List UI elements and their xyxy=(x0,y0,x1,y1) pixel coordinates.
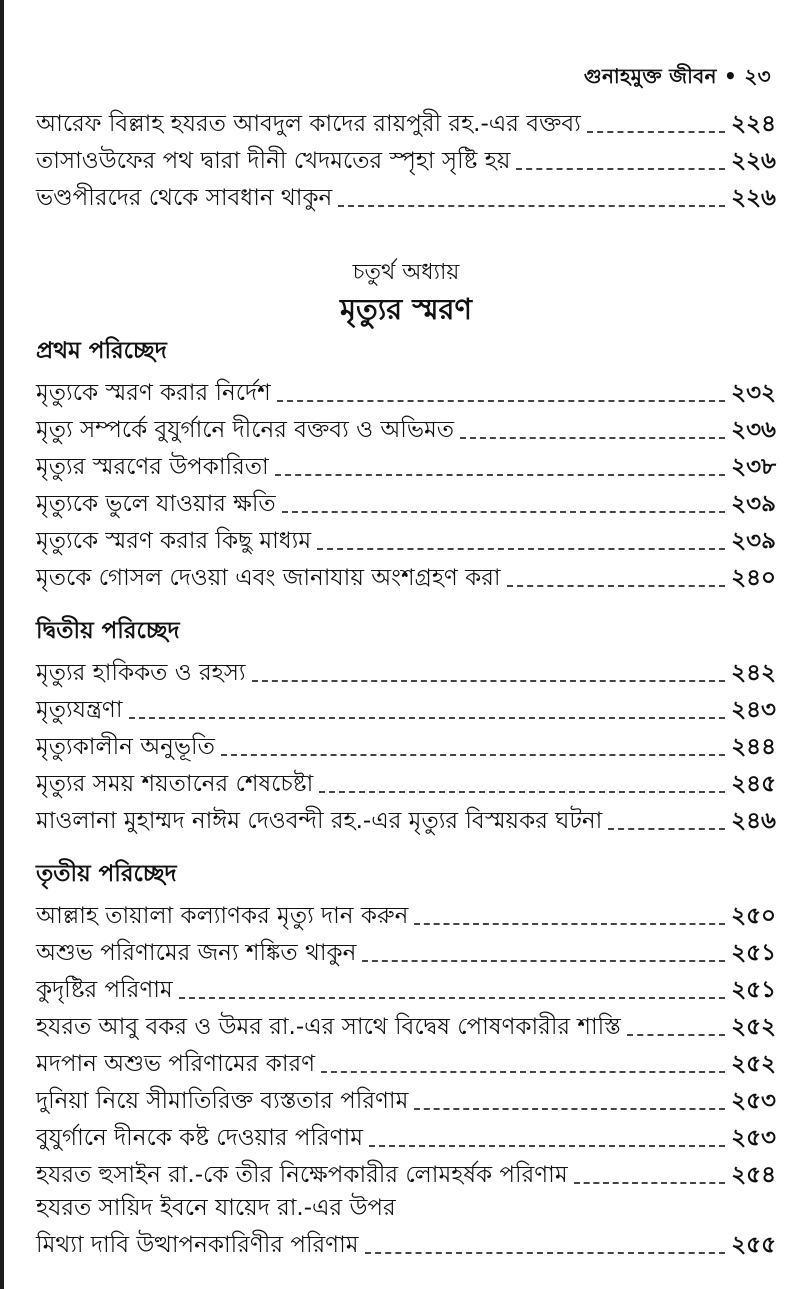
entry-page: ২৩৮ xyxy=(731,454,776,480)
dot-leader xyxy=(414,1108,725,1110)
dot-leader xyxy=(252,680,726,682)
dot-leader xyxy=(282,511,725,513)
entry-page: ২৪৫ xyxy=(731,771,776,797)
chapter-title: মৃত্যুর স্মরণ xyxy=(339,292,473,326)
toc-entry xyxy=(36,139,776,176)
section-heading: তৃতীয় পরিচ্ছেদ xyxy=(36,861,177,887)
toc-entry xyxy=(36,651,776,688)
toc-entry xyxy=(36,1005,776,1042)
entry-page: ২৫০ xyxy=(731,903,776,929)
dot-leader xyxy=(321,1071,725,1073)
entry-page: ২৩৬ xyxy=(731,417,776,443)
running-head: গুনাহমুক্ত জীবন • ২৩ xyxy=(583,64,771,88)
entry-title: মাওলানা মুহাম্মদ নাঈম দেওবন্দী রহ.-এর মৃত্যুর বিস্ময়কর ঘটনা xyxy=(36,808,603,834)
entry-title: মৃত্যুকে ভুলে যাওয়ার ক্ষতি xyxy=(36,491,276,517)
dot-leader xyxy=(574,1182,726,1184)
dot-leader xyxy=(362,960,725,962)
entry-page: ২৩৯ xyxy=(731,528,776,554)
toc-entry xyxy=(36,1116,776,1153)
dot-leader xyxy=(317,548,725,550)
page-edge-rule xyxy=(0,0,4,1289)
dot-leader xyxy=(369,1145,725,1147)
section-heading: দ্বিতীয় পরিচ্ছেদ xyxy=(36,618,180,644)
entry-page: ২৫১ xyxy=(731,940,776,966)
entry-page: ২৪০ xyxy=(731,565,776,591)
entry-title: মৃত্যুযন্ত্রণা xyxy=(36,697,123,723)
section-heading: প্রথম পরিচ্ছেদ xyxy=(36,338,167,364)
entry-title: মৃত্যুর হাকিকত ও রহস্য xyxy=(36,660,246,686)
toc-entry xyxy=(36,931,776,968)
toc-entry xyxy=(36,371,776,408)
entry-page: ২৪৩ xyxy=(731,697,776,723)
entry-page: ২৫৫ xyxy=(731,1232,776,1258)
toc-entry xyxy=(36,1042,776,1079)
entry-title: কুদৃষ্টির পরিণাম xyxy=(36,977,173,1003)
dot-leader xyxy=(129,717,726,719)
entry-page: ২৫৩ xyxy=(731,1125,776,1151)
entry-page: ২২৬ xyxy=(731,185,776,211)
toc-entry xyxy=(36,762,776,799)
dot-leader xyxy=(507,585,726,587)
entry-title: ভণ্ডপীরদের থেকে সাবধান থাকুন xyxy=(36,185,333,211)
entry-title: তাসাওউফের পথ দ্বারা দীনী খেদমতের স্পৃহা সৃষ্টি হয় xyxy=(36,148,511,174)
table-of-contents xyxy=(36,102,776,1260)
toc-entry xyxy=(36,1223,776,1260)
entry-page: ২৫২ xyxy=(731,1051,776,1077)
toc-entry xyxy=(36,408,776,445)
entry-page: ২৫৩ xyxy=(731,1088,776,1114)
toc-entry xyxy=(36,799,776,836)
dot-leader xyxy=(319,791,725,793)
entry-page: ২২৪ xyxy=(731,111,776,137)
section-third xyxy=(36,854,776,1260)
dot-leader xyxy=(608,828,725,830)
entry-page: ২৩২ xyxy=(731,380,776,406)
entry-title: মৃত্যু সম্পর্কে বুযুর্গানে দীনের বক্তব্য ও অভিমত xyxy=(36,417,454,443)
top-entries xyxy=(36,102,776,213)
dot-leader xyxy=(587,131,725,133)
entry-title: আরেফ বিল্লাহ হযরত আবদুল কাদের রায়পুরী রহ.-এর বক্তব্য xyxy=(36,111,581,137)
entry-title: বুযুর্গানে দীনকে কষ্ট দেওয়ার পরিণাম xyxy=(36,1125,364,1151)
toc-entry xyxy=(36,1153,776,1190)
dot-leader xyxy=(221,754,725,756)
toc-entry-first-line xyxy=(36,1190,776,1223)
section-second xyxy=(36,611,776,836)
section-first xyxy=(36,331,776,593)
entry-page: ২৪২ xyxy=(731,660,776,686)
entry-title: মৃত্যুর সময় শয়তানের শেষচেষ্টা xyxy=(36,771,314,797)
toc-entry xyxy=(36,102,776,139)
dot-leader xyxy=(275,474,725,476)
toc-entry xyxy=(36,482,776,519)
toc-entry xyxy=(36,176,776,213)
chapter-label: চতুর্থ অধ্যায় xyxy=(352,260,460,285)
toc-entry xyxy=(36,688,776,725)
dot-leader xyxy=(277,400,725,402)
entry-page: ২৫১ xyxy=(731,977,776,1003)
dot-leader xyxy=(516,168,725,170)
entry-page: ২৫৪ xyxy=(731,1162,776,1188)
dot-leader xyxy=(179,997,725,999)
toc-entry xyxy=(36,519,776,556)
entry-page: ২৪৪ xyxy=(731,734,776,760)
toc-entry xyxy=(36,725,776,762)
entry-page: ২৪৬ xyxy=(731,808,776,834)
toc-entry xyxy=(36,1079,776,1116)
dot-leader xyxy=(338,205,725,207)
section-gap xyxy=(36,593,776,611)
entry-title: দুনিয়া নিয়ে সীমাতিরিক্ত ব্যস্ততার পরিণাম xyxy=(36,1088,409,1114)
entry-title: মৃত্যুকালীন অনুভূতি xyxy=(36,734,215,760)
entry-page: ২৩৯ xyxy=(731,491,776,517)
entry-title: আল্লাহ তায়ালা কল্যাণকর মৃত্যু দান করুন xyxy=(36,903,409,929)
toc-entry xyxy=(36,968,776,1005)
toc-entry xyxy=(36,445,776,482)
entry-title: হযরত আবু বকর ও উমর রা.-এর সাথে বিদ্বেষ পোষণকারীর শাস্তি xyxy=(36,1014,621,1040)
toc-entry xyxy=(36,894,776,931)
entry-title: মৃতকে গোসল দেওয়া এবং জানাযায় অংশগ্রহণ করা xyxy=(36,565,501,591)
dot-leader xyxy=(365,1252,726,1254)
entry-title: মিথ্যা দাবি উত্থাপনকারিণীর পরিণাম xyxy=(36,1232,359,1258)
entry-page: ২৫২ xyxy=(731,1014,776,1040)
entry-title: অশুভ পরিণামের জন্য শঙ্কিত থাকুন xyxy=(36,940,357,966)
section-gap xyxy=(36,836,776,854)
entry-title: মৃত্যুকে স্মরণ করার নির্দেশ xyxy=(36,380,271,406)
entry-title: মৃত্যুকে স্মরণ করার কিছু মাধ্যম xyxy=(36,528,312,554)
chapter-heading xyxy=(36,257,776,331)
entry-title: মদপান অশুভ পরিণামের কারণ xyxy=(36,1051,316,1077)
dot-leader xyxy=(414,923,725,925)
entry-page: ২২৬ xyxy=(731,148,776,174)
entry-title: হযরত সায়িদ ইবনে যায়েদ রা.-এর উপর xyxy=(36,1195,396,1221)
entry-title: মৃত্যুর স্মরণের উপকারিতা xyxy=(36,454,269,480)
toc-entry xyxy=(36,556,776,593)
dot-leader xyxy=(460,437,725,439)
entry-title: হযরত হুসাইন রা.-কে তীর নিক্ষেপকারীর লোমহর্ষক পরিণাম xyxy=(36,1162,568,1188)
dot-leader xyxy=(627,1034,725,1036)
